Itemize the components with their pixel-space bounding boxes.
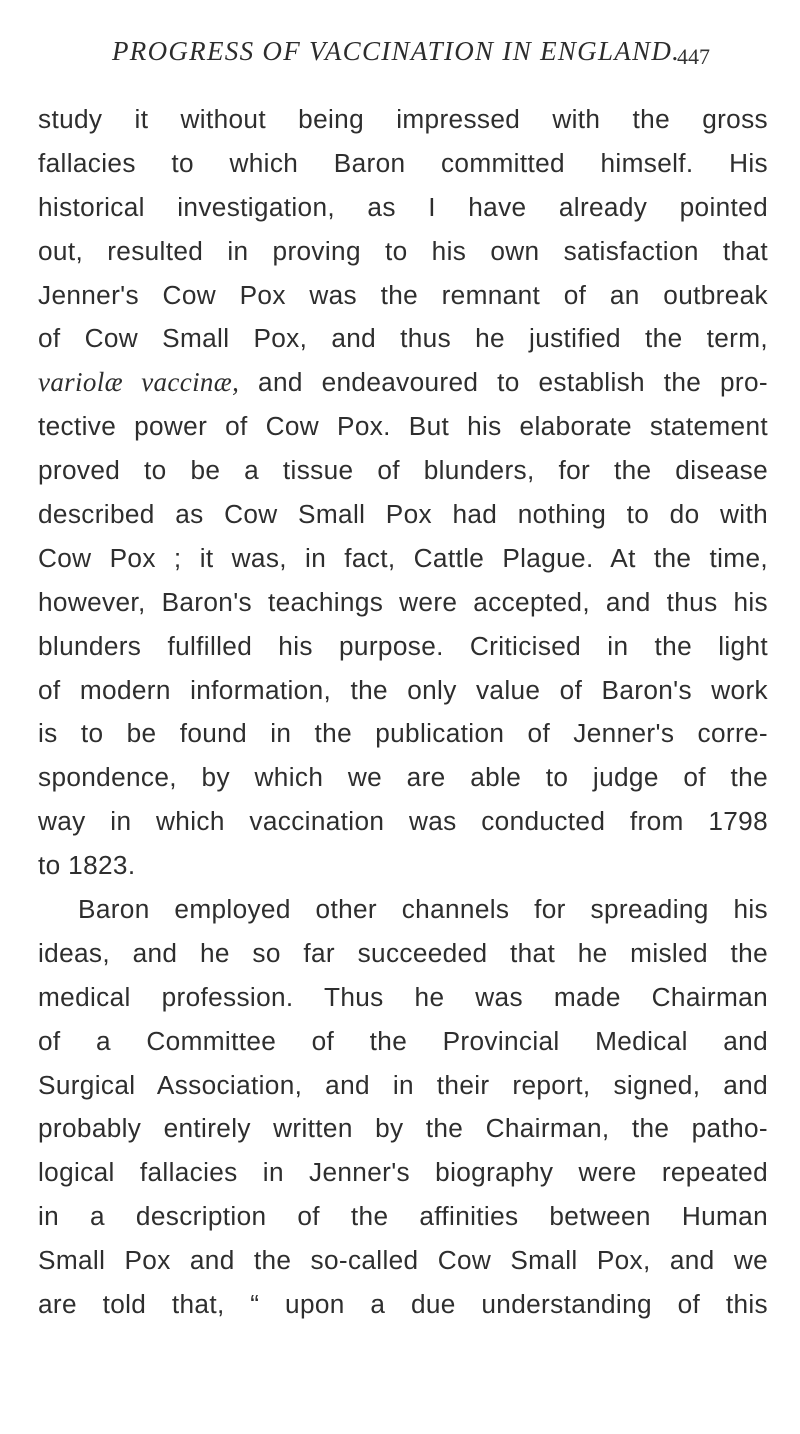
italic-term: variolæ vaccinæ,	[38, 367, 240, 398]
text-line-rest: and endeavoured to establish the pro-	[239, 367, 768, 398]
text-line: ideas, and he so far succeeded that he misled the	[38, 937, 768, 968]
text-line	[38, 361, 768, 405]
text-line: blunders fulfilled his purpose. Criticised in the light	[38, 630, 768, 661]
text-line: tective power of Cow Pox. But his elaborate statement	[38, 411, 768, 442]
text-line: logical fallacies in Jenner's biography were repeated	[38, 1157, 768, 1188]
text-line: Jenner's Cow Pox was the remnant of an outbreak	[38, 279, 768, 310]
text-line: way in which vaccination was conducted from 1798	[38, 806, 768, 837]
text-line: described as Cow Small Pox had nothing to do with	[38, 499, 768, 530]
running-title: PROGRESS OF VACCINATION IN ENGLAND.	[112, 36, 681, 66]
text-line: in a description of the affinities between Human	[38, 1201, 768, 1232]
text-line: to 1823.	[38, 850, 136, 881]
text-line: proved to be a tissue of blunders, for the disease	[38, 455, 768, 486]
text-line: is to be found in the publication of Jenner's corre-	[38, 718, 768, 749]
text-line: fallacies to which Baron committed himself. His	[38, 147, 768, 178]
page-header	[0, 36, 800, 76]
page-number: 447	[677, 44, 710, 69]
text-line: probably entirely written by the Chairman, the patho-	[38, 1113, 768, 1144]
body-text	[38, 98, 768, 1327]
text-line: Small Pox and the so-called Cow Small Pox, and we	[38, 1245, 768, 1276]
text-line: Surgical Association, and in their report, signed, and	[38, 1069, 768, 1100]
text-line: historical investigation, as I have already pointed	[38, 191, 768, 222]
text-line: out, resulted in proving to his own satisfaction that	[38, 235, 768, 266]
text-line: spondence, by which we are able to judge of the	[38, 762, 768, 793]
text-line: of Cow Small Pox, and thus he justified the term,	[38, 323, 768, 354]
text-line: however, Baron's teachings were accepted, and thus his	[38, 586, 768, 617]
text-line: Cow Pox ; it was, in fact, Cattle Plague. At the time,	[38, 542, 768, 573]
text-line: study it without being impressed with the gross	[38, 104, 768, 134]
text-line: medical profession. Thus he was made Chairman	[38, 981, 768, 1012]
text-line: are told that, “ upon a due understanding of this	[38, 1289, 768, 1320]
text-line: of a Committee of the Provincial Medical and	[38, 1025, 768, 1056]
text-line: Baron employed other channels for spreading his	[78, 894, 768, 925]
text-line: of modern information, the only value of Baron's work	[38, 674, 768, 705]
